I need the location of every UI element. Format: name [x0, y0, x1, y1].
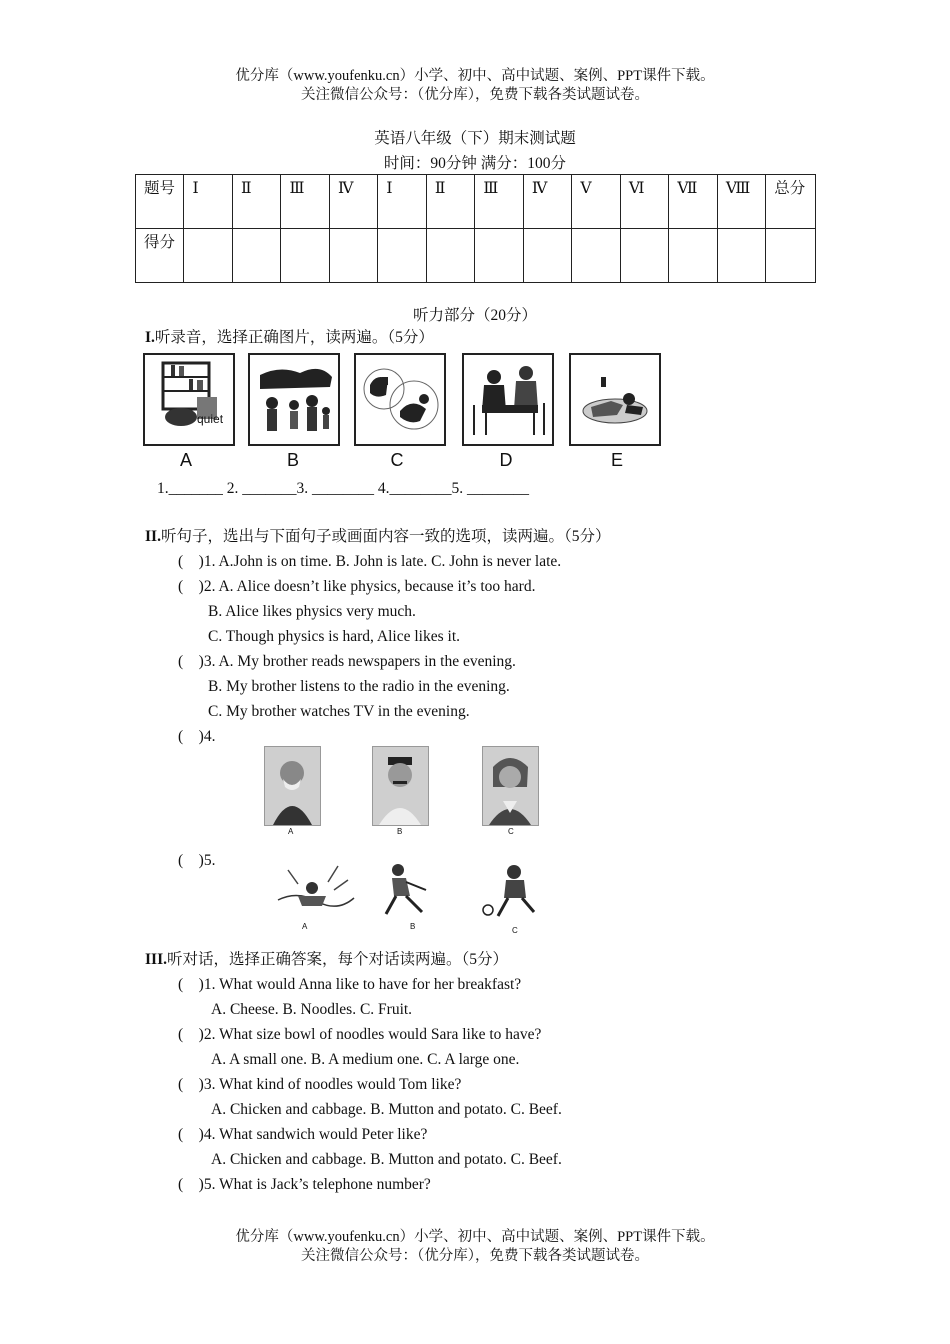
picture-label-b: B	[286, 450, 299, 470]
q4-label-b: B	[397, 827, 403, 836]
q4-label-a: A	[288, 827, 294, 836]
portrait-c	[482, 746, 539, 826]
section-3-question-5: ( )5. What is Jack’s telephone number?	[178, 1176, 431, 1193]
section-2-q3-option-c: C. My brother watches TV in the evening.	[208, 703, 470, 720]
picture-b	[248, 353, 340, 446]
section-3-question-2: ( )2. What size bowl of noodles would Sara like to have?	[178, 1026, 542, 1043]
section-2-question-5: ( )5.	[178, 852, 216, 869]
score-table-col-6: Ⅱ	[426, 175, 474, 229]
section-2-question-2: ( )2. A. Alice doesn’t like physics, because it’s too hard.	[178, 578, 536, 595]
score-table-col-11: Ⅶ	[669, 175, 717, 229]
score-cell[interactable]	[281, 229, 329, 283]
score-table-row2-label: 得分	[136, 229, 184, 283]
picture-c	[354, 353, 446, 446]
section-1-answer-blanks[interactable]: 1._______ 2. _______3. ________ 4.________5. ________	[157, 480, 529, 497]
score-cell[interactable]	[669, 229, 717, 283]
picture-label-e: E	[610, 450, 623, 470]
score-table-col-4: Ⅳ	[329, 175, 377, 229]
score-cell[interactable]	[232, 229, 280, 283]
section-2-title: 听句子，选出与下面句子或画面内容一致的选项，读两遍。（5分）	[160, 528, 611, 545]
bookshelf-quiet-icon	[145, 355, 233, 444]
people-circles-icon	[356, 355, 444, 444]
swimmer-icon	[268, 860, 358, 920]
q5-label-b: B	[410, 922, 416, 931]
header-line-1: 优分库（www.youfenku.cn）小学、初中、高中试题、案例、PPT课件下载。	[235, 68, 715, 84]
quiet-sign-text: quiet	[197, 412, 224, 426]
dining-couple-icon	[464, 355, 552, 444]
q5-label-c: C	[512, 926, 518, 935]
header-line-2: 关注微信公众号：（优分库），免费下载各类试题试卷。	[301, 87, 649, 103]
crowd-scene-icon	[250, 355, 338, 444]
page-subtitle: 时间：90分钟 满分：100分	[383, 155, 567, 172]
score-table-col-5: Ⅰ	[378, 175, 426, 229]
section-3-heading	[145, 950, 508, 970]
section-1-heading	[145, 328, 434, 348]
score-cell[interactable]	[378, 229, 426, 283]
picture-d	[462, 353, 554, 446]
score-cell[interactable]	[329, 229, 377, 283]
score-table-col-1: Ⅰ	[184, 175, 232, 229]
section-3-q1-options: A. Cheese. B. Noodles. C. Fruit.	[211, 1001, 413, 1018]
section-2-question-3: ( )3. A. My brother reads newspapers in the evening.	[178, 653, 516, 670]
score-cell[interactable]	[184, 229, 232, 283]
football-player-icon	[478, 860, 558, 920]
picture-label-d: D	[499, 450, 513, 470]
portrait-man-mustache-icon	[373, 747, 428, 825]
section-3-q3-options: A. Chicken and cabbage. B. Mutton and potato. C. Beef.	[211, 1101, 562, 1118]
section-3-question-1: ( )1. What would Anna like to have for her breakfast?	[178, 976, 522, 993]
score-table-row1-label: 题号	[136, 175, 184, 229]
score-table-col-10: Ⅵ	[620, 175, 668, 229]
section-3-question-4: ( )4. What sandwich would Peter like?	[178, 1126, 428, 1143]
section-3-q4-options: A. Chicken and cabbage. B. Mutton and potato. C. Beef.	[211, 1151, 562, 1168]
page-title: 英语八年级（下）期末测试题	[374, 130, 576, 147]
score-cell[interactable]	[426, 229, 474, 283]
runner-icon	[376, 860, 446, 920]
section-2-question-1: ( )1. A.John is on time. B. John is late. C. John is never late.	[178, 553, 562, 570]
q5-label-a: A	[302, 922, 308, 931]
score-cell[interactable]	[620, 229, 668, 283]
picture-label-a: A	[179, 450, 192, 470]
section-2-heading	[145, 527, 610, 547]
picture-e	[569, 353, 661, 446]
picture-a	[143, 353, 235, 446]
score-table-col-3: Ⅲ	[281, 175, 329, 229]
footer-line-1: 优分库（www.youfenku.cn）小学、初中、高中试题、案例、PPT课件下载。	[235, 1229, 715, 1245]
section-3-number: III.	[145, 951, 167, 968]
score-table-header-row	[136, 175, 816, 229]
section-3-title: 听对话，选择正确答案，每个对话读两遍。（5分）	[166, 951, 508, 968]
portrait-beethoven-icon	[483, 747, 538, 825]
listening-heading: 听力部分（20分）	[412, 307, 537, 324]
score-cell[interactable]	[572, 229, 620, 283]
section-2-q2-option-c: C. Though physics is hard, Alice likes it.	[208, 628, 461, 645]
section-3-question-3: ( )3. What kind of noodles would Tom like?	[178, 1076, 462, 1093]
score-cell[interactable]	[717, 229, 765, 283]
footer-line-2: 关注微信公众号：（优分库），免费下载各类试题试卷。	[301, 1248, 649, 1264]
score-table-col-7: Ⅲ	[475, 175, 523, 229]
section-1-title: 听录音，选择正确图片，读两遍。（5分）	[154, 329, 434, 346]
reading-outdoors-icon	[571, 355, 659, 444]
section-3-q2-options: A. A small one. B. A medium one. C. A large one.	[211, 1051, 520, 1068]
score-cell[interactable]	[523, 229, 571, 283]
section-1-number: I.	[145, 329, 155, 346]
portrait-b	[372, 746, 429, 826]
picture-label-c: C	[390, 450, 404, 470]
portrait-man-beard-icon	[265, 747, 320, 825]
q4-label-c: C	[508, 827, 514, 836]
score-table	[135, 174, 816, 283]
portrait-a	[264, 746, 321, 826]
score-table-total-label: 总分	[766, 175, 816, 229]
section-2-q2-option-b: B. Alice likes physics very much.	[208, 603, 416, 620]
score-cell-total[interactable]	[766, 229, 816, 283]
score-table-col-8: Ⅳ	[523, 175, 571, 229]
score-table-col-2: Ⅱ	[232, 175, 280, 229]
score-table-col-9: Ⅴ	[572, 175, 620, 229]
section-2-question-4: ( )4.	[178, 728, 216, 745]
score-table-col-12: Ⅷ	[717, 175, 765, 229]
score-cell[interactable]	[475, 229, 523, 283]
section-2-number: II.	[145, 528, 161, 545]
section-2-q3-option-b: B. My brother listens to the radio in the evening.	[208, 678, 510, 695]
score-table-score-row	[136, 229, 816, 283]
